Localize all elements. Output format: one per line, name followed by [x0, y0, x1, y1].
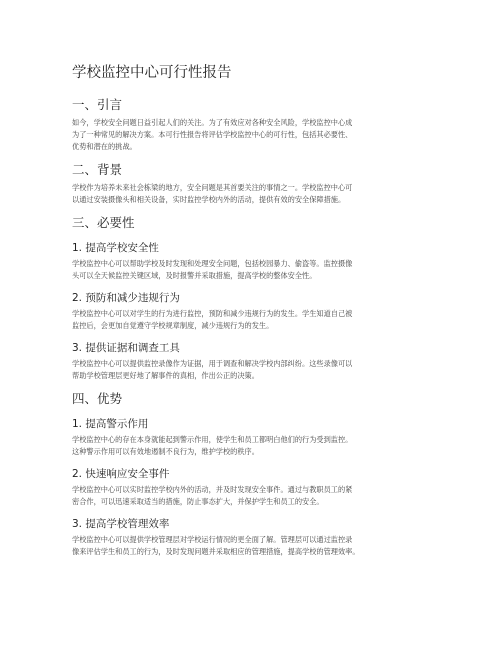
- section-heading-necessity: 三、必要性: [72, 215, 135, 230]
- advantages-item-1-line-2: 这种警示作用可以有效地遏制不良行为，维护学校的秩序。: [72, 447, 259, 456]
- necessity-item-3-line-1: 学校监控中心可以提供监控录像作为证据，用于调查和解决学校内部纠纷。这些录像可以: [72, 359, 353, 368]
- necessity-item-1-line-2: 头可以全天候监控关键区域，及时报警并采取措施，提高学校的整体安全性。: [72, 271, 317, 280]
- necessity-item-2-line-1: 学校监控中心可以对学生的行为进行监控，预防和减少违规行为的发生。学生知道自己被: [72, 309, 353, 318]
- necessity-item-3-line-2: 帮助学校管理层更好地了解事件的真相，作出公正的决策。: [72, 371, 259, 380]
- necessity-item-1-line-1: 学校监控中心可以帮助学校及时发现和处理安全问题，包括校园暴力、偷盗等。监控摄像: [72, 259, 353, 268]
- necessity-item-2-line-2: 监控后，会更加自觉遵守学校规章制度，减少违规行为的发生。: [72, 321, 274, 330]
- section-heading-advantages: 四、优势: [72, 391, 123, 406]
- section-heading-background: 二、背景: [72, 162, 123, 177]
- document-page: [72, 64, 432, 558]
- section-heading-intro: 一、引言: [72, 97, 123, 112]
- necessity-item-1-heading: 1. 提高学校安全性: [72, 242, 159, 254]
- intro-line-1: 如今，学校安全问题日益引起人们的关注。为了有效应对各种安全风险，学校监控中心成: [72, 118, 353, 127]
- intro-line-2: 为了一种常见的解决方案。本可行性报告将评估学校监控中心的可行性，包括其必要性、: [72, 130, 353, 139]
- advantages-item-3-line-1: 学校监控中心可以提供学校管理层对学校运行情况的更全面了解。管理层可以通过监控录: [72, 535, 353, 544]
- background-line-1: 学校作为培养未来社会栋梁的地方，安全问题是其首要关注的事情之一。学校监控中心可: [72, 183, 353, 192]
- background-line-2: 以通过安装摄像头和相关设备，实时监控学校内外的活动，提供有效的安全保障措施。: [72, 195, 346, 204]
- necessity-item-2-heading: 2. 预防和减少违规行为: [72, 292, 180, 304]
- advantages-item-2-line-1: 学校监控中心可以实时监控学校内外的活动，并及时发现安全事件。通过与教职员工的紧: [72, 485, 353, 494]
- intro-line-3: 优势和潜在的挑战。: [72, 142, 137, 151]
- necessity-item-3-heading: 3. 提供证据和调查工具: [72, 342, 180, 354]
- document-title: 学校监控中心可行性报告: [72, 65, 232, 81]
- advantages-item-3-heading: 3. 提高学校管理效率: [72, 518, 170, 530]
- advantages-item-1-heading: 1. 提高警示作用: [72, 418, 149, 430]
- advantages-item-3-line-2: 像来评估学生和员工的行为，及时发现问题并采取相应的管理措施，提高学校的管理效率。: [72, 547, 360, 556]
- advantages-item-2-line-2: 密合作，可以迅速采取适当的措施，防止事态扩大，并保护学生和员工的安全。: [72, 497, 324, 506]
- advantages-item-2-heading: 2. 快速响应安全事件: [72, 468, 170, 480]
- advantages-item-1-line-1: 学校监控中心的存在本身就能起到警示作用，使学生和员工都明白他们的行为受到监控。: [72, 435, 353, 444]
